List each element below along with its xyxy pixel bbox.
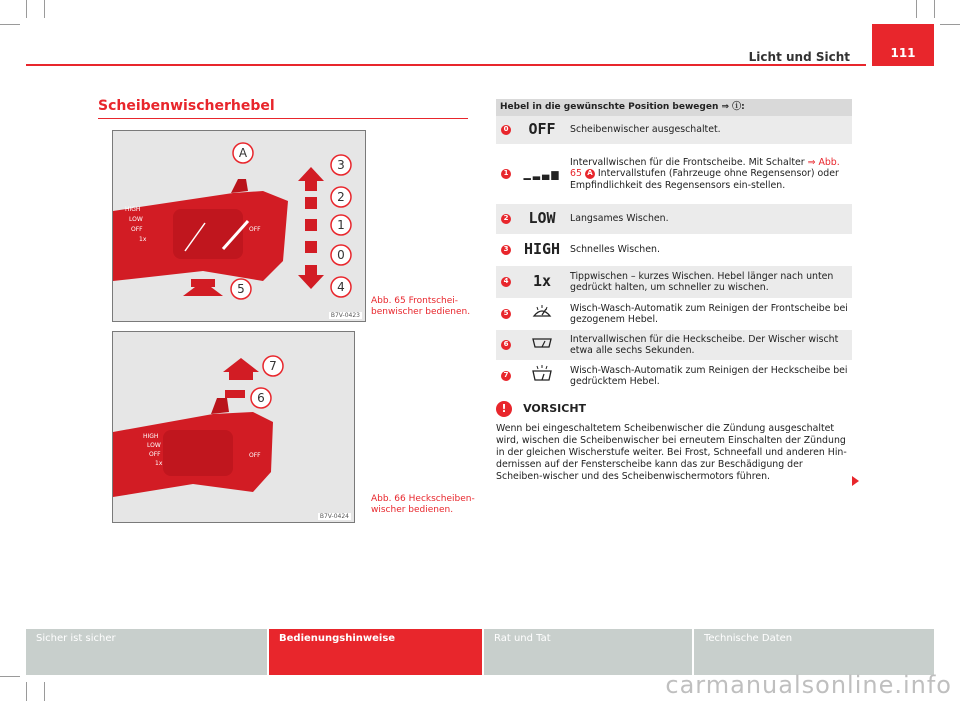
lever-label-1x: 1x	[155, 460, 163, 467]
symbol-off: OFF	[528, 120, 556, 139]
lever-tip	[231, 179, 248, 193]
position-2	[305, 197, 317, 209]
figure-caption-66	[371, 494, 481, 516]
lever-panel	[173, 209, 243, 259]
rear-washer-icon	[516, 365, 568, 387]
crop-mark	[26, 0, 27, 18]
table-row	[496, 116, 852, 145]
symbol-low: LOW	[528, 209, 556, 228]
table-row	[496, 204, 852, 235]
footer-tab-bedienung[interactable]: Bedienungshinweise	[269, 629, 482, 675]
footer-tab-sicher[interactable]: Sicher ist sicher	[26, 629, 267, 675]
symbol-single-wipe: 1x	[532, 272, 552, 291]
caption-label: Abb. 66	[371, 494, 406, 504]
caution-title: VORSICHT	[523, 402, 587, 415]
figure-code: B7V-0424	[319, 513, 349, 520]
caption-text: Frontschei-benwischer bedienen.	[371, 296, 471, 317]
position-1	[305, 219, 317, 231]
callout-7: 7	[269, 359, 277, 373]
crop-mark	[0, 676, 20, 677]
crop-mark	[940, 24, 960, 25]
crop-mark	[934, 0, 935, 18]
page-number: 111	[872, 24, 934, 66]
table-row	[496, 330, 852, 361]
table-row	[496, 266, 852, 299]
lever-panel	[163, 430, 233, 476]
callout-0: 0	[337, 248, 345, 262]
arrow-down-4	[298, 275, 324, 289]
rear-wiper-icon	[516, 335, 568, 355]
row-text	[568, 155, 852, 194]
crop-mark	[26, 682, 27, 701]
lever-label-low: LOW	[147, 442, 161, 449]
row-text: Wisch-Wasch-Automatik zum Reinigen der Heckscheibe bei gedrücktem Hebel.	[570, 364, 848, 387]
warning-icon: !	[496, 401, 512, 417]
callout-3: 3	[337, 158, 345, 172]
section-title: Scheibenwischerhebel	[98, 98, 275, 114]
table-row	[496, 235, 852, 266]
running-header-title: Licht und Sicht	[748, 50, 850, 64]
row-number: 2	[501, 214, 511, 224]
figure-link[interactable]: ⇒ Abb. 65	[570, 156, 840, 180]
badge-A: A	[585, 169, 595, 179]
arrow-up-3	[298, 167, 324, 181]
caption-label: Abb. 65	[371, 296, 406, 306]
continue-arrow-icon	[852, 476, 859, 486]
row-number: 3	[501, 245, 511, 255]
row-text: Langsames Wischen.	[570, 213, 669, 225]
crop-mark	[0, 24, 20, 25]
header-rule	[26, 64, 866, 66]
lever-label-high: HIGH	[143, 433, 159, 440]
row-text: Wisch-Wasch-Automatik zum Reinigen der Frontscheibe bei gezogenem Hebel.	[570, 302, 848, 325]
row-number: 0	[501, 125, 511, 135]
callout-A: A	[238, 146, 248, 160]
table-row	[496, 145, 852, 204]
row-text: Tippwischen – kurzes Wischen. Hebel länger nach unten gedrückt halten, um schneller zu wischen.	[570, 270, 834, 293]
row-text: Schnelles Wischen.	[570, 244, 660, 256]
lever-label-low: LOW	[129, 216, 143, 223]
callout-5: 5	[237, 282, 245, 296]
figure-front-wiper	[112, 130, 366, 322]
caution-box	[496, 398, 852, 483]
watermark: carmanualsonline.info	[665, 671, 952, 699]
caption-text: Heckscheiben-wischer bedienen.	[371, 494, 475, 515]
rear-wiper-lever-illustration	[113, 332, 354, 522]
callout-6: 6	[257, 391, 265, 405]
section-rule	[98, 118, 468, 119]
table-row	[496, 299, 852, 330]
crop-mark	[916, 0, 917, 18]
caution-text: Wenn bei eingeschaltetem Scheibenwischer die Zündung ausgeschaltet wird, wischen die Scheibenwischer bei erneutem Einschalten der Zündung in der gleichen Wischerstufe weiter. Bei Frost, Schneefall und anderen Hin-dernissen auf der Fensterscheibe kann das zur Beschädigung der Scheiben-wischer und des Scheibenwischermotors führen.	[496, 423, 847, 482]
row-number: 1	[501, 169, 511, 179]
lever-label-off: OFF	[131, 226, 143, 233]
crop-mark	[44, 0, 45, 18]
callout-2: 2	[337, 190, 345, 204]
lever-tip	[211, 398, 229, 414]
footer-tab-rat[interactable]: Rat und Tat	[484, 629, 692, 675]
symbol-interval-icon: ▁▂▃▅	[523, 166, 561, 181]
row-number: 6	[501, 340, 511, 350]
figure-caption-65	[371, 296, 481, 318]
lever-label-rear-off: OFF	[249, 226, 261, 233]
push-marker-6	[225, 390, 245, 398]
front-wiper-lever-illustration	[113, 131, 365, 321]
arrow-up-7	[223, 358, 259, 372]
row-number: 4	[501, 277, 511, 287]
crop-mark	[44, 682, 45, 701]
row-number: 5	[501, 309, 511, 319]
row-text-post: Intervallstufen (Fahrzeuge ohne Regensensor) oder Empfindlichkeit des Regensensors ein-stellen.	[570, 168, 839, 191]
lever-label-off: OFF	[149, 451, 161, 458]
callout-4: 4	[337, 280, 345, 294]
row-text: Intervallwischen für die Heckscheibe. Der Wischer wischt etwa alle sechs Sekunden.	[570, 333, 839, 356]
callout-1: 1	[337, 218, 345, 232]
table-row	[496, 361, 852, 392]
row-text: Scheibenwischer ausgeschaltet.	[570, 124, 721, 136]
lever-label-rear-off: OFF	[249, 452, 261, 459]
symbol-high: HIGH	[523, 240, 561, 259]
wiper-positions-table	[496, 99, 852, 392]
lever-label-high: HIGH	[125, 206, 141, 213]
table-header: Hebel in die gewünschte Position bewegen ⇒ ⓘ:	[496, 99, 852, 116]
row-text-pre: Intervallwischen für die Frontscheibe. Mit Schalter	[570, 156, 808, 168]
footer-tab-technik[interactable]: Technische Daten	[694, 629, 934, 675]
lever-label-1x: 1x	[139, 236, 147, 243]
figure-rear-wiper	[112, 331, 355, 523]
front-washer-icon	[516, 304, 568, 324]
position-0	[305, 241, 317, 253]
figure-code: B7V-0423	[330, 312, 360, 319]
row-number: 7	[501, 371, 511, 381]
